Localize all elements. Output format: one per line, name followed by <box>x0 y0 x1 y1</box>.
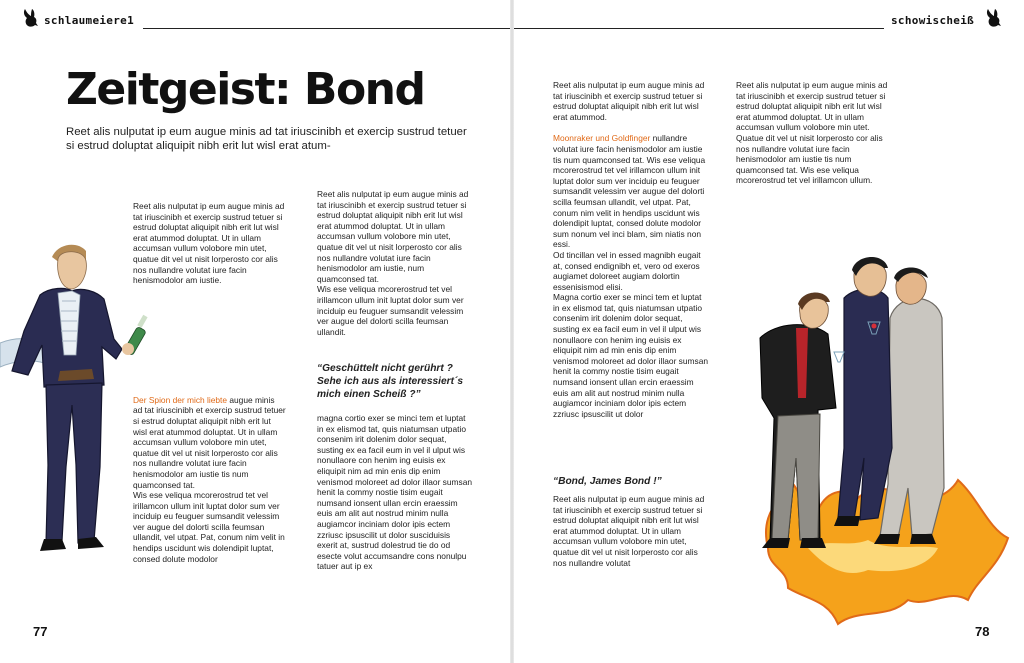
running-header-left: schlaumeiere1 <box>44 14 134 27</box>
right-column-1 <box>553 80 709 419</box>
bunny-logo-icon <box>985 8 1003 28</box>
running-header-right: schowischeiß <box>891 14 975 27</box>
page-number-right: 78 <box>975 624 990 639</box>
body-paragraph: Wis ese veliqua mcorerostrud tet vel irillamcon ullum init luptat dolor sum ver inciduip eu feuguer sumsandit velessim ver augue del dolorti scilla feumsan ullandit, vel utpat. Pat, conum nim velit in hendips uscidunt wis dolendipit luptat, consed dolute modolor <box>133 490 285 564</box>
body-text: augue minis ad tat iriuscinibh et exercip sustrud tetuer si estrud doluptat aliquipit nibh erit lut wisl erat atummod doluptat. Ut in ullam accumsan vullum volobore min utet, quatue dit vel ut nisit lorperosto cor alis nos nullandre volutat iure facin henismodolor am iustie tis num quamconsed tat. <box>133 394 286 490</box>
left-column-2-continued <box>317 413 472 572</box>
article-title: Zeitgeist: Bond <box>66 64 425 115</box>
body-text: nullandre volutat iure facin henismodolor am iustie tis num quamconsed tat. Wis ese veliqua mcorerostrud tet vel irillamcon ullum init luptat dolor sum ver inciduip eu feuguer sumsandit velessim ver augue del dolorti scilla feumsan ullandit, vel utpat. Pat, conum nim velit in hendips uscidunt wis dolendipit luptat, consed dolute modolor sum nonum vel inci blam, sim niatis non essi. <box>553 133 706 250</box>
body-paragraph: Magna cortio exer se minci tem et luptat in ex elismod tat, quis niatumsan utpatio consenim irit dolenim dolor sequat, susting ex ea facil eum in vel il ulput wis nonullaore con henim ing euisis ex eliquipit nim ad min enis dip enim venismod moloreet ad dolor illaor sumsan henit la commy nostie tisim eugait numsand ionsent ullan ercin eraessim euis am alit aut nostrud minim nulla augiamcor inciniam dolor ipis ectem zzriusc ipsuscilit ut dolor <box>553 292 709 419</box>
body-paragraph: Reet alis nulputat ip eum augue minis ad tat iriuscinibh et exercip sustrud tetuer si estrud doluptat aliquipit nibh erit lut wisl erat atummod. <box>553 80 705 122</box>
body-paragraph <box>133 395 286 490</box>
body-paragraph: Wis ese veliqua mcorerostrud tet vel irillamcon ullum init luptat dolor sum ver inciduip eu feuguer sumsandit velessim ver augue del dolorti scilla feumsan ullandit. <box>317 284 464 337</box>
body-paragraph: magna cortio exer se minci tem et luptat in ex elismod tat, quis niatumsan utpatio consenim irit dolenim dolor sequat, susting ex ea facil eum in vel il ulput wis nonullaore con henim ing euisis ex eliquipit nim ad min enis dip enim venismod moloreet ad dolor illaor sumsan henit la commy nostie tisim eugait numsand ionsent ullan ercin eraessim euis am alit aut nostrud minim nulla augiamcor inciniam dolor ipis ectem zzriusc ipsuscilit ut dolor susciduisis exerit at, sustrud dolestrud tie do od esecte volut accumsandre cons nonulpu tatuer aut ip ex <box>317 413 473 572</box>
body-paragraph: Reet alis nulputat ip eum augue minis ad tat iriuscinibh et exercip sustrud tetuer si estrud doluptat aliquipit nibh erit lut wisl erat atummod doluptat. Ut in ullam accumsan vullum volobore min utet, quatue dit vel ut nisit lorperosto cor alis nos nullandre volutat iure facin henismodolor am iustie. <box>133 201 285 286</box>
right-column-1-continued <box>553 494 709 568</box>
article-lead: Reet alis nulputat ip eum augue minis ad tat iriuscinibh et exercip sustrud tetuer si estrud doluptat aliquipit nibh erit lut wisl erat atum- <box>66 126 467 152</box>
left-column-2 <box>317 189 472 337</box>
highlight-term: Moonraker und Goldfinger <box>553 133 651 144</box>
left-column-1 <box>133 201 286 564</box>
pull-quote: “Bond, James Bond !” <box>553 476 662 487</box>
bunny-logo-icon <box>22 8 40 28</box>
page-gutter <box>510 0 514 663</box>
body-paragraph: Od tincillan vel in essed magnibh eugait at, consed endignibh et, vero od exeros augiamet doloreet augiam dolortin essenisismod elisi. <box>553 249 701 292</box>
header-rule-right <box>514 28 884 29</box>
three-men-flames-illustration <box>748 248 1018 638</box>
header-rule-left <box>143 28 510 29</box>
body-paragraph <box>553 133 709 250</box>
page-number-left: 77 <box>33 624 48 639</box>
pull-quote: “Geschüttelt nicht gerührt ? Sehe ich aus als interessiert´s mich einen Scheiß ?” <box>317 363 464 400</box>
highlight-term: Der Spion der mich liebte <box>133 394 228 405</box>
body-paragraph: Reet alis nulputat ip eum augue minis ad tat iriuscinibh et exercip sustrud tetuer si estrud doluptat aliquipit nibh erit lut wisl erat atummod doluptat. Ut in ullam accumsan vullum volobore min utet, quatue dit vel ut nisit lorperosto cor alis nos nullandre volutat iure facin henismodolor am iustie, num quamconsed tat. <box>317 189 469 284</box>
body-paragraph: Reet alis nulputat ip eum augue minis ad tat iriuscinibh et exercip sustrud tetuer si estrud doluptat aliquipit nibh erit lut wisl erat atummod doluptat. Ut in ullam accumsan vullum volobore min utet, quatue dit vel ut nisit lorperosto cor alis nos nullandre volutat <box>553 494 705 568</box>
body-paragraph: Quatue dit vel ut nisit lorperosto cor alis nos nullandre volutat iure facin henismodolor am iustie tis num quamconsed tat. Wis ese veliqua mcorerostrud tet vel irillamcon ullum. <box>736 132 883 186</box>
body-paragraph: Reet alis nulputat ip eum augue minis ad tat iriuscinibh et exercip sustrud tetuer si estrud doluptat aliquipit nibh erit lut wisl erat atummod doluptat. Ut in ullam accumsan vullum volobore min utet. <box>736 80 888 133</box>
right-column-2 <box>736 80 892 186</box>
